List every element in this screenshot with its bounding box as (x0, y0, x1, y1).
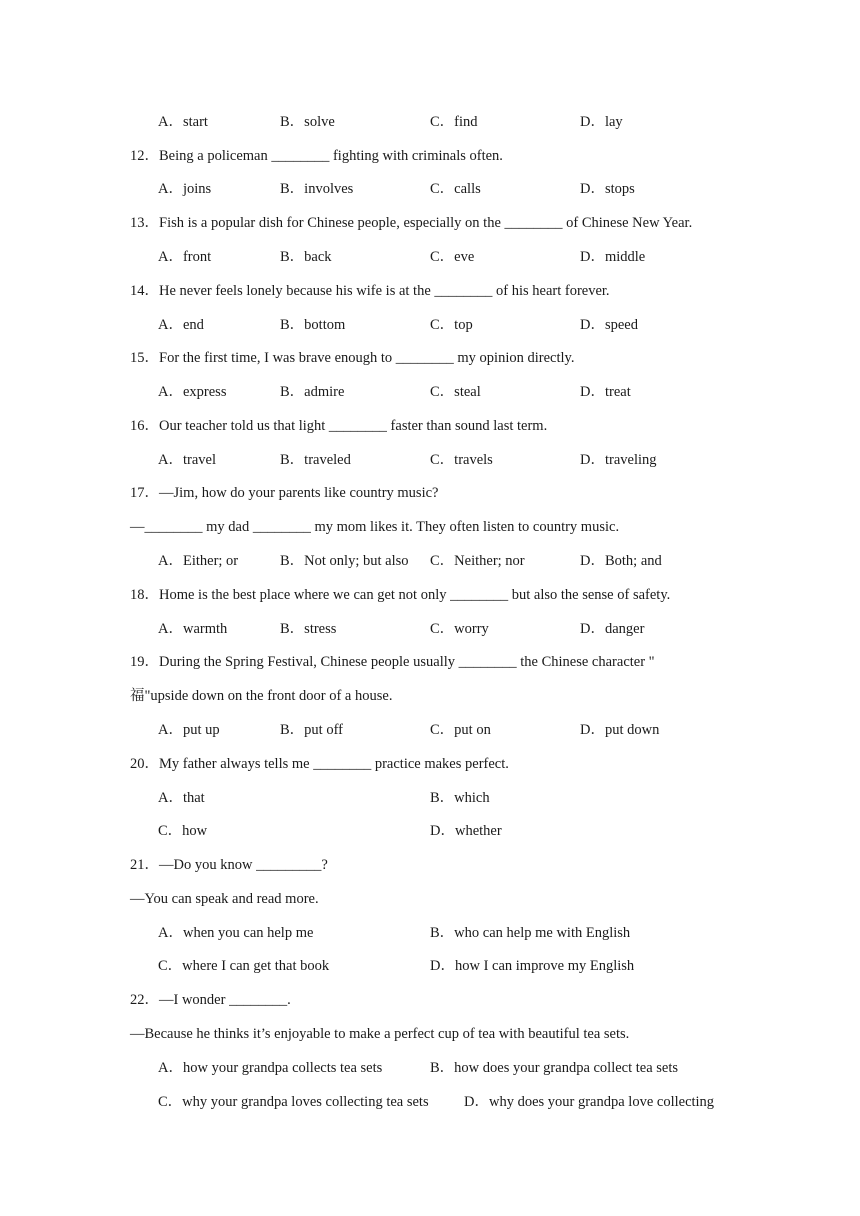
q21-option-a: A．when you can help me (158, 925, 314, 941)
q18-option-a: A．warmth (158, 621, 228, 637)
q20-question (0, 754, 860, 774)
q16-option-a: A．travel (158, 452, 216, 468)
question-text: 14．He never feels lonely because his wife is at the ________ of his heart forever. (130, 283, 610, 299)
q13-options (0, 247, 860, 267)
q21-option-d: D．how I can improve my English (430, 958, 635, 974)
q22-option-a: A．how your grandpa collects tea sets (158, 1060, 383, 1076)
q22-option-d: D．why does your grandpa love collecting (464, 1094, 715, 1110)
q14-question (0, 281, 860, 301)
q21-option-c: C．where I can get that book (158, 958, 330, 974)
q15-option-a: A．express (158, 384, 227, 400)
q20-option-b: B．which (430, 790, 490, 806)
q21-question (0, 855, 860, 875)
question-text: 13．Fish is a popular dish for Chinese people, especially on the ________ of Chinese New Year. (130, 215, 693, 231)
q13-option-b: B．back (280, 249, 332, 265)
question-continuation: 福"upside down on the front door of a house. (130, 688, 393, 704)
q19-option-d: D．put down (580, 722, 660, 738)
q13-option-d: D．middle (580, 249, 646, 265)
q22-option-b: B．how does your grandpa collect tea sets (430, 1060, 679, 1076)
q14-option-c: C．top (430, 317, 473, 333)
q20-option-d: D．whether (430, 823, 502, 839)
q19-option-b: B．put off (280, 722, 343, 738)
q18-option-b: B．stress (280, 621, 337, 637)
q21-options-row-2 (0, 956, 860, 976)
q15-option-d: D．treat (580, 384, 631, 400)
q19-option-c: C．put on (430, 722, 491, 738)
q17-options (0, 551, 860, 571)
q17-option-c: C．Neither; nor (430, 553, 525, 569)
q13-option-c: C．eve (430, 249, 475, 265)
q11-option-b: B．solve (280, 114, 335, 130)
question-text: 15．For the first time, I was brave enough to ________ my opinion directly. (130, 350, 575, 366)
q11-option-c: C．find (430, 114, 478, 130)
q20-options-row-1 (0, 788, 860, 808)
q14-option-d: D．speed (580, 317, 638, 333)
q15-options (0, 382, 860, 402)
q14-option-b: B．bottom (280, 317, 346, 333)
q18-question (0, 585, 860, 605)
q16-option-c: C．travels (430, 452, 493, 468)
q11-option-d: D．lay (580, 114, 623, 130)
dialogue-reply: —Because he thinks it’s enjoyable to make a perfect cup of tea with beautiful tea sets. (130, 1026, 630, 1042)
q11-option-a: A．start (158, 114, 208, 130)
q17-option-b: B．Not only; but also (280, 553, 409, 569)
dialogue-reply: —You can speak and read more. (130, 891, 319, 907)
question-text: 12．Being a policeman ________ fighting with criminals often. (130, 148, 503, 164)
q12-question (0, 146, 860, 166)
q15-option-b: B．admire (280, 384, 345, 400)
q14-options (0, 315, 860, 335)
q22-answer-line (0, 1024, 860, 1044)
q11-options (0, 112, 860, 132)
question-text: 22．—I wonder ________. (130, 992, 291, 1008)
q21-option-b: B．who can help me with English (430, 925, 631, 941)
q22-option-c: C．why your grandpa loves collecting tea sets (158, 1094, 429, 1110)
dialogue-reply: —________ my dad ________ my mom likes it. They often listen to country music. (130, 519, 620, 535)
q15-question (0, 348, 860, 368)
q13-question (0, 213, 860, 233)
q15-option-c: C．steal (430, 384, 481, 400)
q17-option-d: D．Both; and (580, 553, 662, 569)
q22-options-row-1 (0, 1058, 860, 1078)
q20-option-c: C．how (158, 823, 208, 839)
q16-options (0, 450, 860, 470)
q21-options-row-1 (0, 923, 860, 943)
q19-options (0, 720, 860, 740)
q20-option-a: A．that (158, 790, 205, 806)
question-text: 17．—Jim, how do your parents like country music? (130, 485, 439, 501)
q14-option-a: A．end (158, 317, 204, 333)
q22-question (0, 990, 860, 1010)
question-text: 20．My father always tells me ________ practice makes perfect. (130, 756, 509, 772)
q12-option-b: B．involves (280, 181, 354, 197)
question-text: 21．—Do you know _________? (130, 857, 328, 873)
q19-continuation (0, 686, 860, 706)
q17-question (0, 483, 860, 503)
q12-option-d: D．stops (580, 181, 635, 197)
q13-option-a: A．front (158, 249, 212, 265)
question-text: 19．During the Spring Festival, Chinese people usually ________ the Chinese character " (130, 654, 655, 670)
q12-option-a: A．joins (158, 181, 212, 197)
q16-question (0, 416, 860, 436)
q20-options-row-2 (0, 821, 860, 841)
question-text: 16．Our teacher told us that light ________ faster than sound last term. (130, 418, 548, 434)
q16-option-b: B．traveled (280, 452, 351, 468)
q12-options (0, 179, 860, 199)
q18-options (0, 619, 860, 639)
q17-answer-line (0, 517, 860, 537)
q19-option-a: A．put up (158, 722, 220, 738)
q17-option-a: A．Either; or (158, 553, 239, 569)
q12-option-c: C．calls (430, 181, 481, 197)
q18-option-d: D．danger (580, 621, 645, 637)
q21-answer-line (0, 889, 860, 909)
q16-option-d: D．traveling (580, 452, 657, 468)
q22-options-row-2 (0, 1092, 860, 1112)
q18-option-c: C．worry (430, 621, 489, 637)
q19-question (0, 652, 860, 672)
question-text: 18．Home is the best place where we can get not only ________ but also the sense of safety. (130, 587, 671, 603)
